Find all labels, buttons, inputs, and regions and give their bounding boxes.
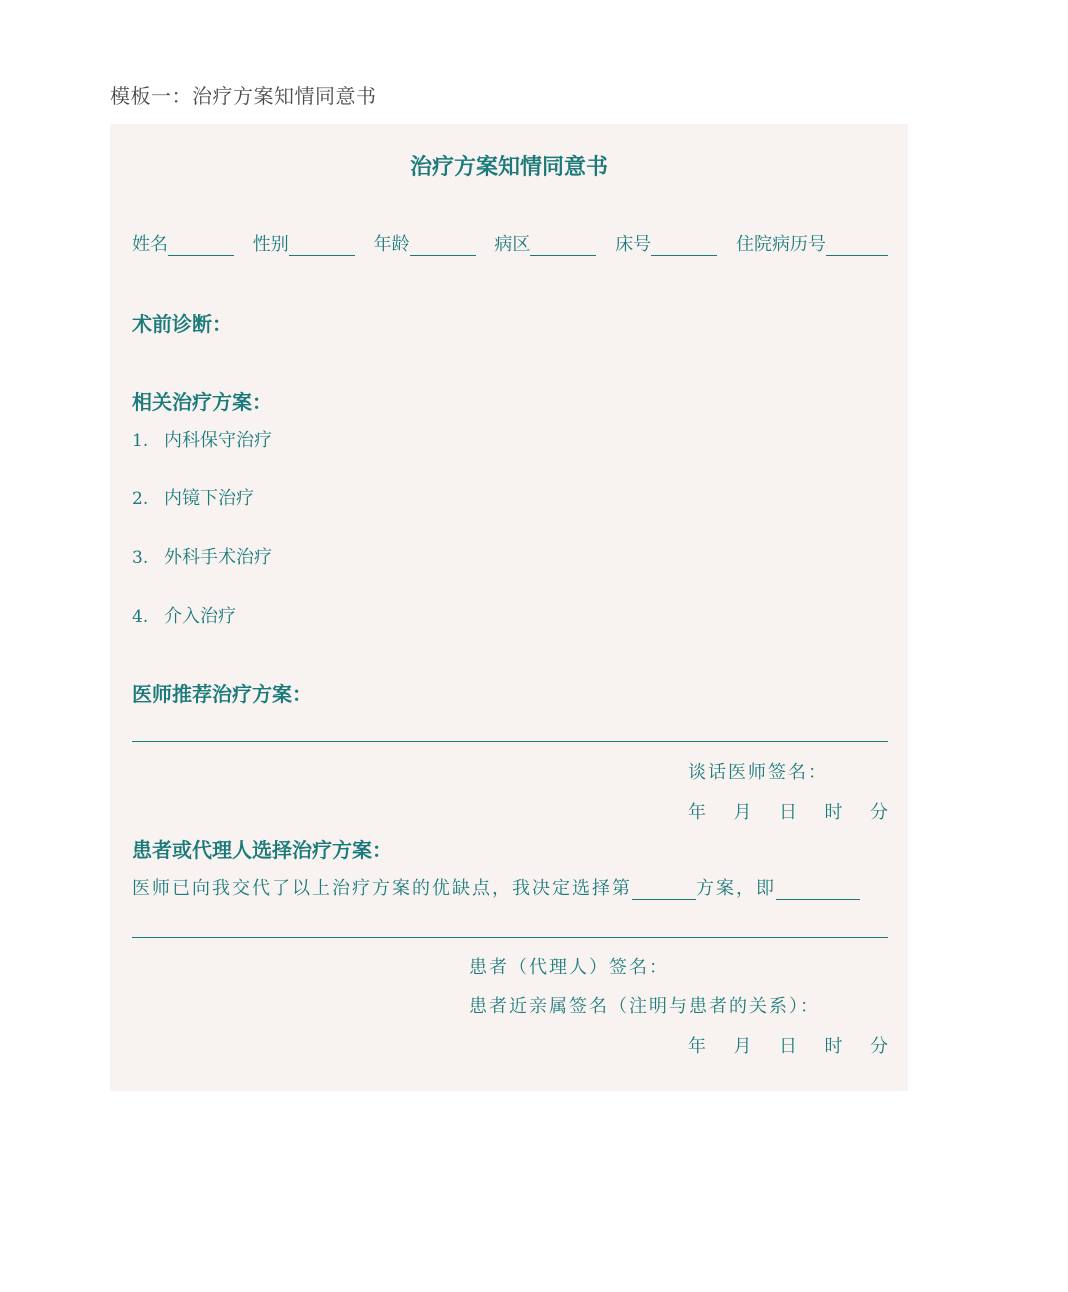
plan-text: 外科手术治疗 (164, 547, 272, 568)
field-name (132, 230, 234, 256)
patient-signature-label: 患者（代理人）签名： (469, 957, 669, 978)
plan-option (132, 426, 272, 452)
field-age (374, 230, 476, 256)
field-label: 年龄 (373, 234, 410, 255)
date-day: 日 (779, 1036, 797, 1057)
date-hour: 时 (824, 1036, 843, 1057)
recommend-answer-line[interactable] (132, 741, 888, 742)
preop-diagnosis-label: 术前诊断： (132, 312, 232, 336)
plan-number: 1. (132, 431, 149, 451)
choice-statement (132, 874, 888, 900)
plan-number: 3. (132, 548, 149, 568)
field-label: 住院病历号 (735, 234, 826, 255)
plan-text: 介入治疗 (164, 606, 236, 627)
plan-text: 内科保守治疗 (164, 430, 272, 451)
field-label: 姓名 (132, 234, 168, 255)
choice-text-part2: 方案，即 (696, 878, 776, 899)
plan-text: 内镜下治疗 (164, 488, 254, 509)
doctor-date-row (688, 798, 888, 824)
field-record-number (736, 230, 888, 256)
plan-option (132, 484, 254, 510)
bed-blank[interactable] (651, 233, 717, 256)
choice-text-part1: 医师已向我交代了以上治疗方案的优缺点，我决定选择第 (132, 878, 632, 899)
field-label: 床号 (615, 234, 652, 255)
patient-info-row (132, 230, 888, 256)
form-title: 治疗方案知情同意书 (409, 154, 608, 180)
field-bed (615, 230, 717, 256)
field-ward (494, 230, 596, 256)
consent-form-card (110, 124, 908, 1091)
field-label: 性别 (252, 234, 289, 255)
gender-blank[interactable] (289, 233, 355, 256)
date-minute: 分 (870, 1036, 888, 1057)
date-year: 年 (688, 802, 706, 823)
plan-number: 4. (132, 607, 149, 627)
ward-blank[interactable] (530, 233, 596, 256)
patient-choice-label: 患者或代理人选择治疗方案： (132, 838, 392, 862)
date-day: 日 (779, 802, 797, 823)
date-year: 年 (688, 1036, 706, 1057)
plan-number: 2. (132, 489, 149, 509)
date-minute: 分 (870, 802, 888, 823)
date-month: 月 (733, 1036, 752, 1057)
doctor-signature-label: 谈话医师签名： (688, 762, 828, 783)
age-blank[interactable] (410, 233, 476, 256)
record-number-blank[interactable] (826, 233, 888, 256)
plan-option (132, 602, 236, 628)
relative-signature-label: 患者近亲属签名（注明与患者的关系）： (469, 996, 820, 1017)
template-caption: 模板一：治疗方案知情同意书 (110, 84, 377, 108)
date-month: 月 (733, 802, 752, 823)
name-blank[interactable] (168, 233, 234, 256)
related-plans-label: 相关治疗方案： (132, 390, 272, 414)
doctor-recommend-label: 医师推荐治疗方案： (132, 682, 312, 706)
plan-number-blank[interactable] (632, 877, 696, 900)
patient-date-row (688, 1032, 888, 1058)
date-hour: 时 (824, 802, 843, 823)
choice-answer-line[interactable] (132, 937, 888, 938)
field-gender (253, 230, 355, 256)
field-label: 病区 (494, 234, 531, 255)
plan-option (132, 543, 272, 569)
plan-name-blank[interactable] (776, 877, 860, 900)
